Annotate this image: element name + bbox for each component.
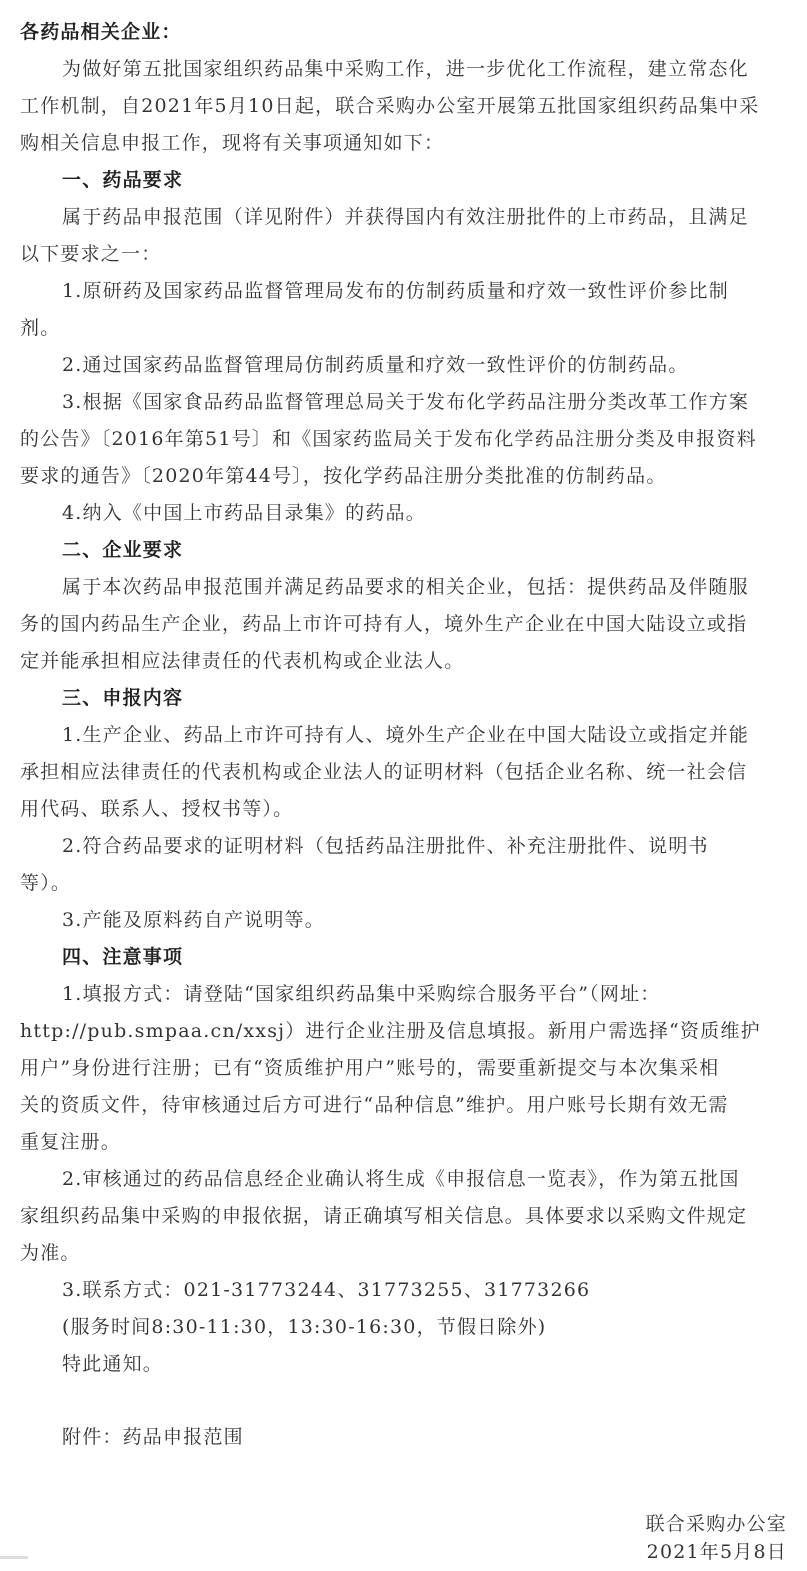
intro-line: 工作机制，自2021年5月10日起，联合采购办公室开展第五批国家组织药品集中采 — [20, 95, 760, 117]
section-heading-notes: 四、注意事项 — [62, 946, 184, 968]
signature-org: 联合采购办公室 — [645, 1513, 787, 1535]
section-heading-enterprise-requirements: 二、企业要求 — [62, 539, 184, 561]
section2-line: 务的国内药品生产企业，药品上市许可持有人，境外生产企业在中国大陆设立或指 — [20, 613, 748, 635]
section1-line: 以下要求之一： — [20, 243, 162, 265]
closing-line: 特此通知。 — [62, 1353, 164, 1375]
section1-line: 剂。 — [20, 317, 61, 339]
section-heading-drug-requirements: 一、药品要求 — [62, 169, 184, 191]
section3-line: 3.产能及原料药自产说明等。 — [62, 909, 325, 931]
section3-line: 用代码、联系人、授权书等）。 — [20, 798, 294, 820]
section4-line: 重复注册。 — [20, 1131, 122, 1153]
signature-date: 2021年5月8日 — [646, 1541, 787, 1563]
section2-line: 属于本次药品申报范围并满足药品要求的相关企业，包括：提供药品及伴随服 — [62, 576, 749, 598]
greeting: 各药品相关企业： — [20, 21, 182, 43]
intro-line: 购相关信息申报工作，现将有关事项通知如下： — [20, 132, 445, 154]
section4-line-url: http://pub.smpaa.cn/xxsj）进行企业注册及信息填报。新用户需选择“资质维护 — [20, 1020, 761, 1042]
section4-line: 为准。 — [20, 1242, 81, 1264]
page-corner-mark — [0, 1556, 28, 1559]
section1-line: 4.纳入《中国上市药品目录集》的药品。 — [62, 502, 426, 524]
section1-line: 1.原研药及国家药品监督管理局发布的仿制药质量和疗效一致性评价参比制 — [62, 280, 729, 302]
section3-line: 2.符合药品要求的证明材料（包括药品注册批件、补充注册批件、说明书 — [62, 835, 709, 857]
section1-line: 2.通过国家药品监督管理局仿制药质量和疗效一致性评价的仿制药品。 — [62, 354, 689, 376]
section2-line: 定并能承担相应法律责任的代表机构或企业法人。 — [20, 650, 465, 672]
section4-line: 2.审核通过的药品信息经企业确认将生成《申报信息一览表》，作为第五批国 — [62, 1168, 740, 1190]
contact-line: 3.联系方式：021-31773244、31773255、31773266 — [62, 1279, 591, 1301]
section1-line: 属于药品申报范围（详见附件）并获得国内有效注册批件的上市药品，且满足 — [62, 206, 749, 228]
section1-line: 的公告》〔2016年第51号〕和《国家药监局关于发布化学药品注册分类及申报资料 — [20, 428, 757, 450]
service-hours-line: (服务时间8:30-11:30，13:30-16:30，节假日除外) — [62, 1316, 547, 1338]
section3-line: 等）。 — [20, 872, 72, 894]
section-heading-declaration-content: 三、申报内容 — [62, 687, 184, 709]
section3-line: 1.生产企业、药品上市许可持有人、境外生产企业在中国大陆设立或指定并能 — [62, 724, 750, 746]
attachment-line: 附件：药品申报范围 — [62, 1426, 244, 1448]
section4-line: 家组织药品集中采购的申报依据，请正确填写相关信息。具体要求以采购文件规定 — [20, 1205, 748, 1227]
section4-line: 关的资质文件，待审核通过后方可进行“品种信息”维护。用户账号长期有效无需 — [20, 1094, 729, 1116]
intro-line: 为做好第五批国家组织药品集中采购工作，进一步优化工作流程，建立常态化 — [62, 58, 749, 80]
section4-line: 用户”身份进行注册；已有“资质维护用户”账号的，需要重新提交与本次集采相 — [20, 1057, 720, 1079]
section1-line: 3.根据《国家食品药品监督管理总局关于发布化学药品注册分类改革工作方案 — [62, 391, 750, 413]
section4-line: 1.填报方式：请登陆“国家组织药品集中采购综合服务平台”（网址： — [62, 983, 661, 1005]
section3-line: 承担相应法律责任的代表机构或企业法人的证明材料（包括企业名称、统一社会信 — [20, 761, 748, 783]
section1-line: 要求的通告》〔2020年第44号〕，按化学药品注册分类批准的仿制药品。 — [20, 465, 667, 487]
